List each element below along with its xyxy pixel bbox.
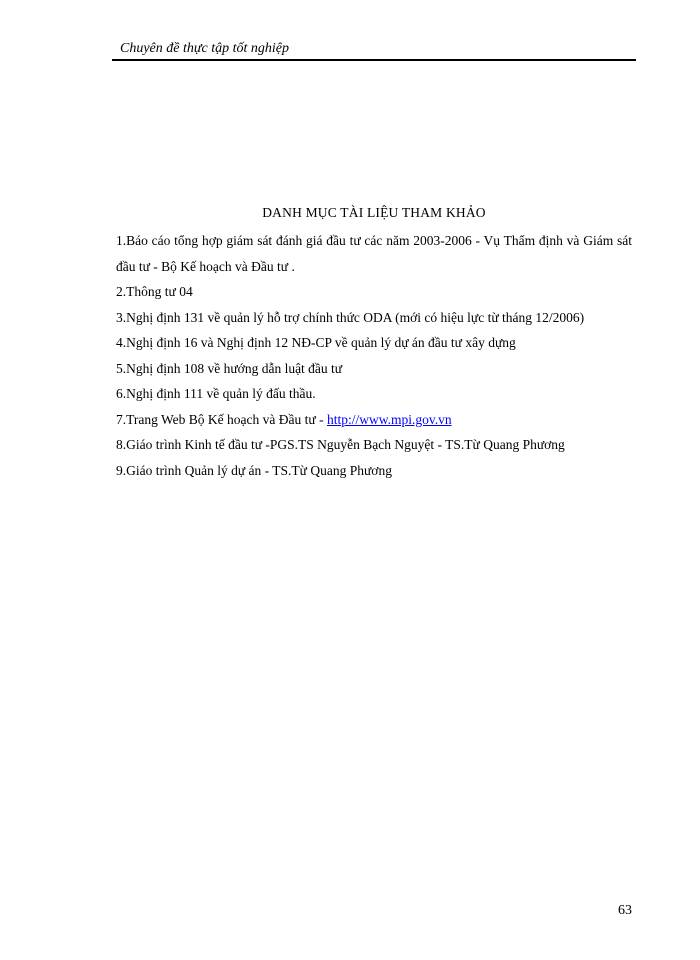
reference-item-2: 2.Thông tư 04 (116, 284, 193, 299)
reference-list (116, 228, 632, 483)
reference-item-3: 3.Nghị định 131 về quản lý hỗ trợ chính thức ODA (mới có hiệu lực từ tháng 12/2006) (116, 309, 585, 325)
reference-item-7-label: 7.Trang Web Bộ Kế hoạch và Đầu tư - (116, 411, 327, 427)
reference-item-1: 1.Báo cáo tổng hợp giám sát đánh giá đầu tư các năm 2003-2006 - Vụ Thẩm định và Giám sát đầu tư - Bộ Kế hoạch và Đầu tư . (116, 233, 632, 274)
header-divider (112, 59, 636, 61)
running-header: Chuyên đề thực tập tốt nghiệp (120, 41, 289, 56)
reference-item-9: 9.Giáo trình Quản lý dự án - TS.Từ Quang Phương (116, 462, 392, 478)
references-title: DANH MỤC TÀI LIỆU THAM KHẢO (262, 205, 486, 220)
reference-item-6: 6.Nghị định 111 về quản lý đấu thầu. (116, 386, 316, 401)
reference-item-4: 4.Nghị định 16 và Nghị định 12 NĐ-CP về quản lý dự án đầu tư xây dựng (116, 335, 516, 350)
reference-item-8: 8.Giáo trình Kinh tế đầu tư -PGS.TS Nguyễn Bạch Nguyệt - TS.Từ Quang Phương (116, 437, 565, 452)
mpi-website-link[interactable]: http://www.mpi.gov.vn (326, 411, 452, 427)
reference-item-5: 5.Nghị định 108 về hướng dẫn luật đầu tư (116, 360, 343, 376)
reference-item-7 (116, 407, 632, 433)
page-number: 63 (618, 903, 632, 918)
